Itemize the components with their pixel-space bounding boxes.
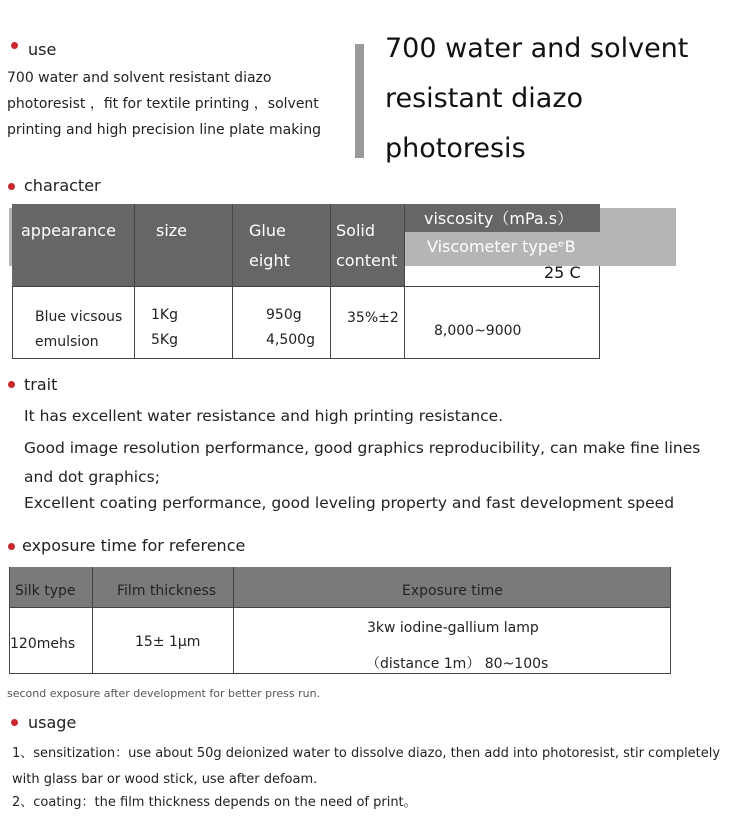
bullet-icon xyxy=(11,42,18,49)
header-viscosity: viscosity（mPa.s） xyxy=(424,209,574,228)
header-exposure-time: Exposure time xyxy=(402,583,503,599)
header-viscometer: Viscometer typeᵉB xyxy=(427,237,576,256)
table-border xyxy=(9,607,671,608)
bullet-icon xyxy=(8,381,15,388)
bullet-icon xyxy=(8,543,15,550)
table-border xyxy=(134,204,135,359)
title-accent-bar xyxy=(355,44,364,158)
table-border xyxy=(12,287,13,359)
cell-solid: 35%±2 xyxy=(347,310,399,326)
exposure-table-header xyxy=(9,567,671,607)
table-border xyxy=(9,567,10,674)
header-overflow-bg xyxy=(600,208,676,266)
cell-exposure-line-2: （distance 1m） 80~100s xyxy=(366,656,549,672)
cell-glue-2: 4,500g xyxy=(266,332,315,348)
header-silk-type: Silk type xyxy=(15,583,76,599)
usage-item-1: 1、sensitization：use about 50g deionized water to dissolve diazo, then add into photoresist, stir completely with glass bar or wood stick, use after defoam. xyxy=(12,746,721,787)
trait-heading: trait xyxy=(24,375,58,394)
table-border xyxy=(12,358,600,359)
trait-line-1: It has excellent water resistance and high printing resistance. xyxy=(24,407,504,425)
header-temperature: 25 C xyxy=(544,263,581,282)
trait-line-3: Excellent coating performance, good leveling property and fast development speed xyxy=(24,494,675,512)
table-border xyxy=(9,673,671,674)
header-left-edge xyxy=(9,208,12,266)
cell-appearance-1: Blue vicsous xyxy=(35,309,123,325)
use-description: 700 water and solvent resistant diazo photoresist ，fit for textile printing ，solvent printing and high precision line plate making xyxy=(7,70,321,138)
cell-appearance-2: emulsion xyxy=(35,334,99,350)
cell-size-2: 5Kg xyxy=(151,332,178,348)
usage-heading: usage xyxy=(28,713,77,732)
table-border xyxy=(599,266,600,359)
cell-glue-1: 950g xyxy=(266,307,302,323)
bullet-icon xyxy=(11,719,18,726)
cell-size-1: 1Kg xyxy=(151,307,178,323)
table-border xyxy=(12,286,600,287)
header-solid-line1: Solid xyxy=(336,221,375,240)
table-border xyxy=(233,567,234,674)
exposure-heading: exposure time for reference xyxy=(22,536,246,555)
use-heading: use xyxy=(28,40,57,59)
character-heading: character xyxy=(24,176,101,195)
trait-line-2: Good image resolution performance, good graphics reproducibility, can make fine lines and dot graphics; xyxy=(24,439,701,486)
table-border xyxy=(670,567,671,674)
cell-viscosity: 8,000~9000 xyxy=(434,323,522,339)
header-solid-line2: content xyxy=(336,251,398,270)
cell-exposure-line-1: 3kw iodine-gallium lamp xyxy=(367,620,539,636)
header-glue-line1: Glue xyxy=(249,221,286,240)
cell-film-thickness: 15± 1μm xyxy=(135,634,201,650)
product-title: 700 water and solvent resistant diazo photoresis xyxy=(385,33,689,164)
table-border xyxy=(330,204,331,359)
header-size: size xyxy=(156,221,188,240)
table-border xyxy=(92,567,93,674)
header-appearance: appearance xyxy=(21,221,116,240)
header-film-thickness: Film thickness xyxy=(117,583,217,599)
exposure-note: second exposure after development for better press run. xyxy=(7,687,321,700)
header-glue-line2: eight xyxy=(249,251,290,270)
table-border xyxy=(232,204,233,359)
table-border xyxy=(404,204,405,359)
usage-item-2: 2、coating：the film thickness depends on the need of print。 xyxy=(12,795,417,810)
bullet-icon xyxy=(8,183,15,190)
cell-silk-type: 120mehs xyxy=(10,636,76,652)
